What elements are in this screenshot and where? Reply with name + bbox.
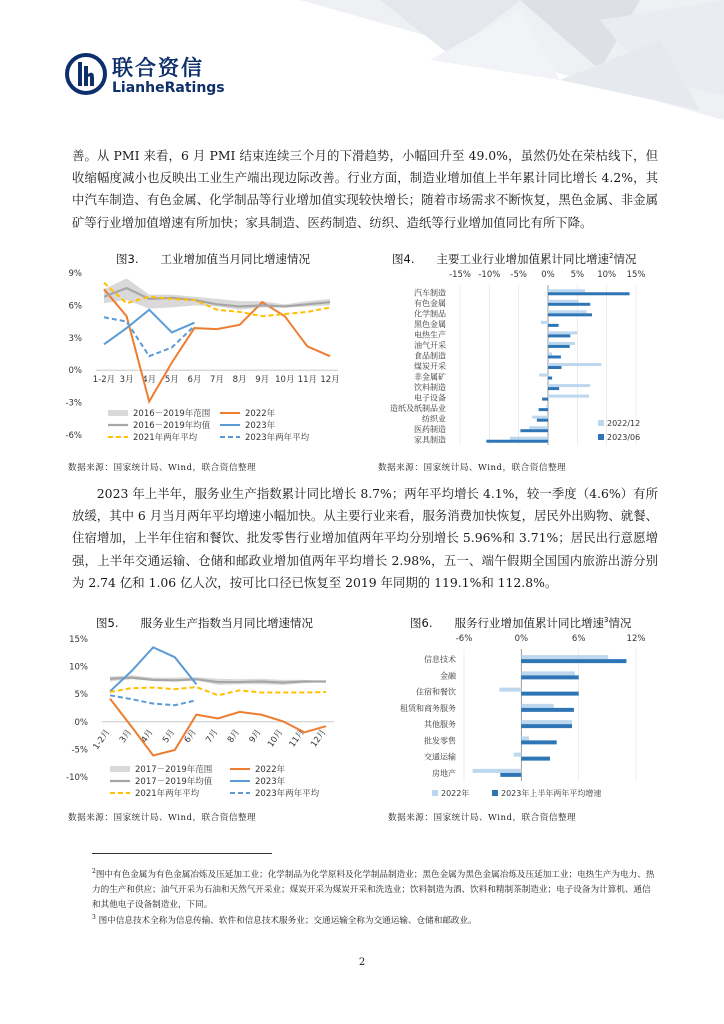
series-line-5 [110,695,196,705]
x-tick-label: 9月 [255,375,270,386]
category-label: 电热生产 [414,330,446,340]
y-tick-label: -6% [65,431,82,441]
figure-6-title-tail: 情况 [608,616,632,630]
category-label: 非金属矿 [414,372,446,382]
x-tick-label: 4月 [142,375,157,386]
bar-series-2 [548,324,559,327]
legend-label: 2017－2019年均值 [135,777,213,787]
figure-4-title-text: 主要工业行业增加值累计同比增速 [436,252,609,266]
y-tick-label: 0% [68,366,82,377]
figure-3-title-text: 工业增加值当月同比增速情况 [160,252,310,266]
category-label: 汽车制造 [414,288,446,298]
legend-label: 2023年上半年两年平均增速 [501,789,602,798]
category-label: 其他服务 [424,720,456,730]
bar-series-2 [520,429,548,432]
bar-series-1 [499,688,521,692]
category-label: 纺织业 [422,414,446,424]
bar-series-1 [548,310,587,313]
legend-swatch [432,790,438,796]
figure-4-title-tail: 情况 [613,252,637,266]
category-label: 租赁和商务服务 [400,703,456,713]
y-tick-label: 5% [74,690,88,701]
figure-5-source: 数据来源：国家统计局、Wind，联合资信整理 [68,813,257,823]
x-tick-label: -6% [455,634,473,644]
bar-series-2 [542,398,548,401]
bar-series-1 [548,363,601,366]
y-tick-label: 3% [68,333,82,344]
category-label: 饮料制造 [414,383,446,393]
bar-series-2 [548,366,561,369]
figure-5-number: 图5. [96,616,119,630]
figure-6-footnote-mark: 3 [603,616,609,625]
figure-5-chart [62,629,352,807]
company-logo [64,52,234,98]
legend-swatch [598,420,604,426]
y-tick-label: -10% [66,773,88,783]
x-tick-label: 3月 [119,375,134,386]
category-label: 化学制品 [414,309,446,319]
bar-series-2 [521,708,574,712]
bar-series-1 [510,437,548,440]
legend-label: 2023年 [255,777,286,787]
logo-english-name: LianheRatings [112,80,225,96]
x-tick-label: 11月 [287,727,307,750]
figure-6-number: 图6. [410,616,433,630]
category-label: 有色金属 [414,298,446,308]
bar-series-1 [548,384,590,387]
y-tick-label: 0% [74,717,88,728]
y-tick-label: -3% [65,398,82,409]
figure-6-source: 数据来源：国家统计局、Wind，联合资信整理 [388,813,577,823]
bar-series-2 [521,740,556,744]
category-label: 电子设备 [414,393,446,403]
category-label: 医药制造 [414,425,446,435]
series-line-3 [110,647,196,691]
legend-label: 2016－2019年范围 [133,409,211,419]
legend-label: 2023年两年平均 [255,789,320,799]
figure-5-title-text: 服务业生产指数当月同比增速情况 [140,616,313,630]
category-label: 金融 [440,671,456,681]
paragraph-2-text: 2023 年上半年，服务业生产指数累计同比增长 8.7%；两年平均增长 4.1%，较一季度（4.6%）有所放缓，其中 6 月当月两年平均增速小幅加快。从主要行业来看，服务消费加快恢复，居民外出购物、就餐、住宿增加，上半年住宿和餐饮、批发零售行业增加值两年平均分别增长 5.96%和 3.71%；居民出行意愿增强，上半年交通运输、仓储和邮政业增加值两年平均增长 2.98%，五一、端午假期全国国内旅游出游分别为 2.74 亿和 1.06 亿人次，按可比口径已恢复至 2019 年同期的 119.1%和 112.8%。 [72,486,658,590]
y-tick-label: 9% [68,269,82,279]
x-tick-label: 6月 [187,375,202,386]
x-tick-label: 6月 [182,727,199,745]
legend-swatch [108,410,128,416]
legend-swatch [598,434,604,440]
footnote-3-text: 图中信息技术全称为信息传输、软件和信息技术服务业；交通运输全称为交通运输、仓储和邮政业。 [98,915,477,926]
category-label: 煤炭开采 [414,362,446,371]
figure-4-footnote-mark: 2 [608,252,614,261]
x-tick-label: -5% [510,270,527,280]
bar-series-1 [529,426,548,429]
footnote-3 [92,910,658,929]
category-label: 批发零售 [424,736,456,746]
bar-series-1 [548,395,589,398]
x-tick-label: 12月 [320,375,340,386]
footnote-2-text: 图中有色金属为有色金属冶炼及压延加工业；化学制品为化学原料及化学制品制造业；黑色金属为黑色金属冶炼及压延加工业；电热生产为电力、热力的生产和供应；油气开采为石油和天然气开采业；煤炭开采为煤炭开采和洗选业；饮料制造为酒、饮料和精制茶制造业；电子设备为计算机、通信和其他电子设备制造业，下同。 [92,869,655,910]
legend-label: 2016－2019年均值 [133,421,211,431]
footnote-divider [92,853,272,854]
x-tick-label: 7月 [210,375,224,386]
body-paragraph-1 [72,145,658,234]
y-tick-label: 10% [69,662,88,673]
page-number: 2 [358,957,366,968]
x-tick-label: 4月 [139,727,156,745]
legend-swatch [492,790,498,796]
bar-series-1 [548,352,552,355]
bar-series-2 [521,724,572,728]
legend-label: 2022年 [245,409,276,419]
y-tick-label: 6% [68,301,82,312]
y-tick-label: 15% [69,635,88,645]
x-tick-label: 1-2月 [91,727,113,752]
bar-series-1 [548,300,579,303]
bar-series-1 [521,671,575,675]
bar-series-2 [548,387,559,390]
legend-label: 2023年 [245,421,276,431]
bar-series-1 [548,342,575,345]
x-tick-label: 12月 [309,727,329,750]
legend-label: 2023/06 [607,433,641,442]
bar-series-1 [548,289,585,292]
x-tick-label: 8月 [232,375,247,386]
x-tick-label: 5月 [164,375,179,386]
category-label: 油气开采 [414,340,446,350]
x-tick-label: 0% [541,270,555,280]
bar-series-2 [548,303,590,306]
bar-series-2 [537,419,548,422]
category-label: 信息技术 [424,655,456,665]
figure-3-source: 数据来源：国家统计局、Wind，联合资信整理 [68,463,257,473]
legend-label: 2022/12 [607,419,641,428]
bar-series-1 [548,331,577,334]
bar-series-1 [541,321,548,324]
x-tick-label: 5% [570,270,585,280]
figure-4-number: 图4. [392,252,415,266]
x-tick-label: 0% [514,634,529,644]
category-label: 住宿和餐饮 [416,687,456,697]
bar-series-2 [521,659,626,663]
logo-chinese-name: 联合资信 [112,56,204,80]
bar-series-1 [521,704,553,708]
legend-label: 2021年两年平均 [135,789,200,799]
series-line-4 [110,687,326,695]
bar-series-1 [532,416,548,419]
bar-series-1 [546,405,548,408]
bar-series-2 [548,377,552,380]
figure-3-chart [65,265,358,455]
category-label: 交通运输 [424,752,456,762]
figure-6-title-text: 服务行业增加值累计同比增速 [454,616,604,630]
bar-series-2 [548,292,630,295]
bar-series-2 [548,355,561,358]
y-tick-label: -5% [71,745,88,756]
bar-series-2 [521,675,578,679]
bar-series-1 [521,736,529,740]
category-label: 家具制造 [414,435,446,445]
legend-label: 2021年两年平均 [133,433,198,443]
footnote-2-mark: 2 [92,868,96,875]
x-tick-label: 11月 [297,375,318,386]
bar-series-2 [521,757,550,761]
lianhe-logo-icon [64,52,108,96]
legend-label: 2023年两年平均 [245,433,310,443]
x-tick-label: 9月 [247,727,264,745]
bar-series-1 [539,374,548,377]
legend-label: 2022年 [255,765,286,775]
footnote-2 [92,864,658,913]
x-tick-label: 7月 [204,727,221,745]
bar-series-2 [548,313,592,316]
x-tick-label: -15% [449,270,471,280]
legend-label: 2022年 [441,789,470,798]
bar-series-1 [514,753,522,757]
x-tick-label: -10% [478,270,501,280]
body-paragraph-2 [72,483,658,594]
category-label: 黑色金属 [414,319,446,329]
category-label: 房地产 [432,768,456,778]
bar-series-1 [473,769,522,773]
range-band [110,675,326,684]
x-tick-label: 3月 [117,727,135,745]
bar-series-2 [500,773,521,777]
figure-4-chart [374,265,664,455]
bar-series-2 [486,440,548,443]
paragraph-1-text: 善。从 PMI 来看，6 月 PMI 结束连续三个月的下滑趋势，小幅回升至 49.0%，虽然仍处在荣枯线下，但收缩幅度减小也反映出工业生产端出现边际改善。行业方面，制造业增加值上半年累计同比增长 4.2%，其中汽车制造、有色金属、化学制品等行业增加值实现较快增长；随着市场需求不断恢复，黑色金属、非金属矿等行业增加值增速有所加快；家具制造、医药制造、纺织、造纸等行业增加值同比有所下降。 [72,148,658,230]
x-tick-label: 10月 [265,727,286,750]
legend-label: 2017－2019年范围 [135,765,213,775]
category-label: 造纸及纸制品业 [390,404,446,414]
figure-3-number: 图3. [116,252,139,266]
x-tick-label: 6% [571,634,586,644]
x-tick-label: 8月 [225,727,243,745]
footnote-3-mark: 3 [92,914,96,921]
legend-swatch [110,766,130,772]
category-label: 食品制造 [414,351,446,361]
x-tick-label: 1-2月 [92,375,116,386]
x-tick-label: 10% [597,270,617,280]
bar-series-2 [521,692,578,696]
bar-series-1 [521,655,608,659]
x-tick-label: 12% [626,634,646,644]
x-tick-label: 15% [626,270,646,280]
bar-series-2 [548,345,570,348]
figure-6-chart [380,629,660,807]
figure-4-source: 数据来源：国家统计局、Wind，联合资信整理 [378,463,567,473]
bar-series-2 [548,334,570,337]
x-tick-label: 10月 [275,375,295,386]
bar-series-2 [539,408,548,411]
bar-series-1 [521,720,572,724]
x-tick-label: 5月 [161,727,178,745]
